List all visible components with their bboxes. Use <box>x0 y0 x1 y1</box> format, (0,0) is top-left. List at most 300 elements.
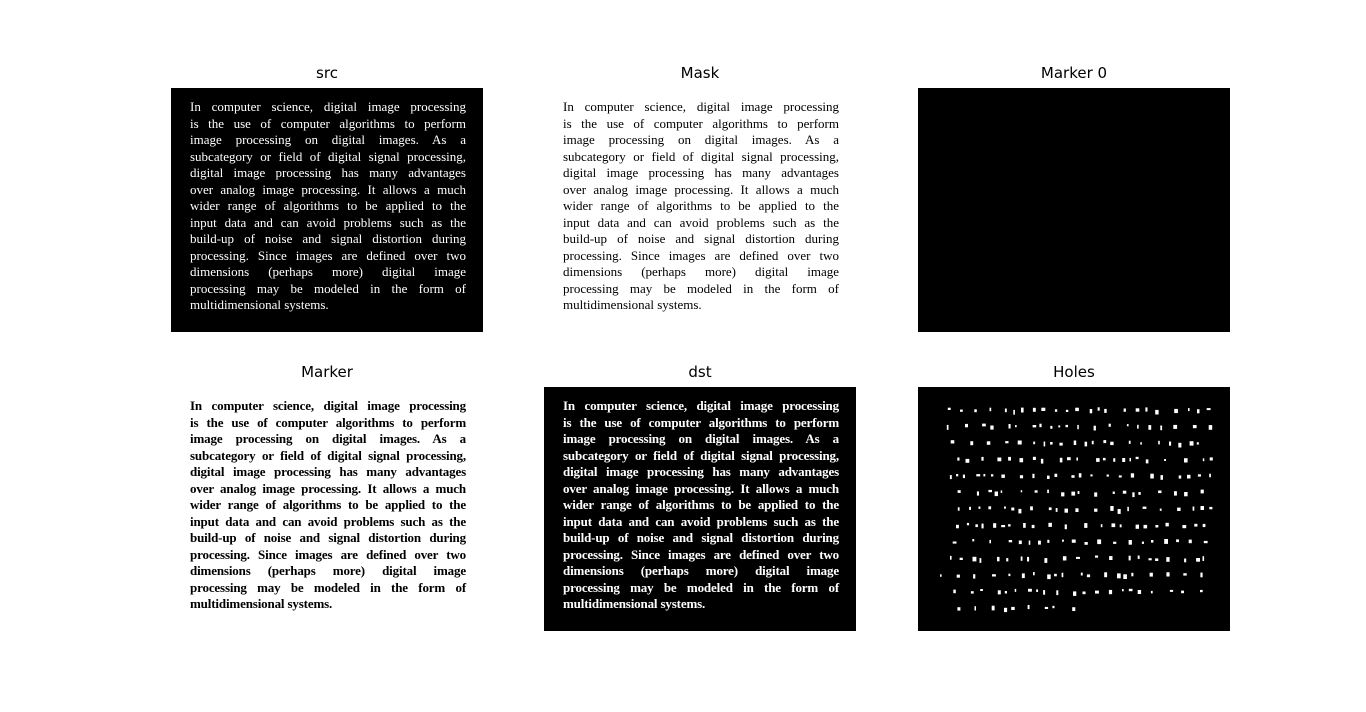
text-line: processing. Since images are defined over two <box>190 546 466 562</box>
hole-speck <box>1140 442 1142 444</box>
hole-speck <box>989 540 991 543</box>
hole-speck <box>1032 525 1035 528</box>
hole-speck <box>1138 556 1140 560</box>
hole-speck <box>1103 458 1106 461</box>
text-line: is the use of computer algorithms to perform <box>563 414 839 430</box>
text-line: over analog image processing. It allows a much <box>563 181 839 197</box>
hole-speck <box>975 524 978 527</box>
hole-speck <box>1087 574 1090 577</box>
hole-speck <box>1104 409 1107 413</box>
hole-speck <box>1188 408 1190 411</box>
hole-speck <box>1110 506 1113 511</box>
hole-speck <box>965 424 968 427</box>
hole-speck <box>1209 507 1212 509</box>
hole-speck <box>1164 539 1168 544</box>
text-line: In computer science, digital image processing <box>563 398 839 413</box>
hole-speck <box>972 539 974 541</box>
hole-speck <box>1021 490 1023 492</box>
hole-speck <box>1073 591 1076 596</box>
hole-speck <box>988 490 992 492</box>
hole-speck <box>1036 589 1038 592</box>
hole-speck <box>947 425 949 430</box>
hole-speck <box>1028 589 1032 592</box>
hole-speck <box>1103 440 1106 443</box>
hole-speck <box>1193 507 1195 511</box>
hole-speck <box>992 574 996 576</box>
mask-text <box>563 99 839 314</box>
hole-speck <box>948 408 951 410</box>
hole-speck <box>1092 441 1094 445</box>
hole-speck <box>1009 424 1011 429</box>
hole-speck <box>1009 540 1012 542</box>
hole-speck <box>1094 426 1096 431</box>
text-line: processing may be modeled in the form of <box>563 579 839 595</box>
hole-speck <box>1136 408 1140 411</box>
hole-speck <box>1129 589 1133 591</box>
hole-speck <box>1074 441 1077 446</box>
hole-speck <box>1023 523 1026 528</box>
hole-speck <box>1054 574 1057 577</box>
text-line: input data and can avoid problems such as the <box>190 513 466 529</box>
hole-speck <box>958 490 961 493</box>
holes-image <box>918 387 1230 631</box>
hole-speck <box>1119 475 1122 477</box>
hole-speck <box>1076 458 1078 461</box>
hole-speck <box>1146 459 1149 463</box>
hole-speck <box>1056 508 1058 512</box>
hole-speck <box>1155 525 1158 528</box>
text-line: is the use of computer algorithms to perform <box>563 115 839 131</box>
hole-speck <box>1094 492 1097 496</box>
panel-marker <box>171 363 483 631</box>
hole-speck <box>988 506 991 509</box>
hole-speck <box>977 491 979 495</box>
text-line: digital image processing has many advantages <box>563 165 839 180</box>
hole-speck <box>1183 573 1186 575</box>
hole-speck <box>1184 559 1186 563</box>
hole-speck <box>1039 424 1041 428</box>
hole-speck <box>1072 607 1075 611</box>
hole-speck <box>1129 556 1131 561</box>
hole-speck <box>1033 457 1036 460</box>
text-line: build-up of noise and signal distortion during <box>190 530 466 545</box>
hole-speck <box>1117 573 1121 578</box>
text-line: dimensions (perhaps more) digital image <box>563 563 839 578</box>
hole-speck <box>1101 524 1103 527</box>
hole-speck <box>1050 426 1052 429</box>
text-line: digital image processing has many advantages <box>563 464 839 479</box>
panel-title-src: src <box>316 64 338 82</box>
hole-speck <box>1130 458 1132 462</box>
hole-speck <box>966 459 970 463</box>
hole-speck <box>1178 443 1181 448</box>
text-line: subcategory or field of digital signal processing, <box>563 447 839 463</box>
panel-title-marker-0: Marker 0 <box>1040 64 1108 82</box>
hole-speck <box>967 523 969 525</box>
hole-speck <box>983 474 985 476</box>
hole-speck <box>1193 425 1197 428</box>
hole-speck <box>1113 542 1116 544</box>
hole-speck <box>1047 490 1049 494</box>
hole-speck <box>956 525 959 529</box>
src-text <box>190 99 466 314</box>
hole-speck <box>1011 607 1015 610</box>
hole-speck <box>1011 508 1014 511</box>
text-line: dimensions (perhaps more) digital image <box>190 264 466 279</box>
hole-speck <box>1109 424 1111 427</box>
text-line: subcategory or field of digital signal processing, <box>190 148 466 164</box>
hole-speck <box>1169 442 1171 446</box>
hole-speck <box>1207 408 1211 410</box>
hole-speck <box>1143 507 1147 509</box>
hole-speck <box>1060 458 1063 463</box>
panel-mask <box>544 64 856 332</box>
hole-speck <box>1096 458 1100 462</box>
hole-speck <box>1151 540 1153 543</box>
hole-speck <box>1203 524 1206 527</box>
hole-speck <box>1198 474 1201 476</box>
hole-speck <box>1174 409 1178 413</box>
text-line: multidimensional systems. <box>563 596 706 611</box>
hole-speck <box>1029 541 1031 545</box>
hole-speck <box>956 474 958 476</box>
hole-speck <box>1160 426 1162 431</box>
text-line: processing may be modeled in the form of <box>190 280 466 296</box>
hole-speck <box>1112 523 1116 527</box>
hole-speck <box>970 441 973 445</box>
hole-speck <box>1184 492 1188 496</box>
hole-speck <box>1123 574 1127 579</box>
hole-speck <box>1181 591 1184 594</box>
hole-speck <box>982 424 986 427</box>
hole-speck <box>1104 572 1107 577</box>
hole-speck <box>1184 458 1188 462</box>
hole-speck <box>1044 442 1046 447</box>
text-line: processing. Since images are defined over two <box>563 546 839 562</box>
hole-speck <box>1001 475 1005 478</box>
hole-speck <box>1123 491 1127 494</box>
text-line: In computer science, digital image processing <box>190 398 466 413</box>
mask-image <box>544 88 856 332</box>
hole-speck <box>1090 409 1093 413</box>
hole-speck <box>1063 556 1067 560</box>
hole-speck <box>997 557 1000 561</box>
text-line: image processing on digital images. As a <box>190 132 466 147</box>
hole-speck <box>1056 590 1058 595</box>
hole-speck <box>1095 556 1098 558</box>
hole-speck <box>1210 457 1213 460</box>
hole-speck <box>1072 540 1076 543</box>
hole-speck <box>1033 425 1037 427</box>
hole-speck <box>980 558 982 563</box>
hole-speck <box>1107 475 1109 477</box>
panel-holes <box>918 363 1230 631</box>
hole-speck <box>1166 572 1169 576</box>
hole-speck <box>1015 589 1017 592</box>
hole-speck <box>1076 557 1080 559</box>
hole-speck <box>1049 507 1052 510</box>
hole-speck <box>1006 558 1008 561</box>
hole-speck <box>987 441 991 445</box>
hole-speck <box>1161 475 1164 480</box>
hole-speck <box>1075 508 1078 512</box>
hole-speck <box>953 590 956 594</box>
hole-speck <box>1019 541 1022 545</box>
text-line: build-up of noise and signal distortion during <box>563 231 839 246</box>
hole-speck <box>1127 424 1129 426</box>
hole-speck <box>1160 509 1162 511</box>
text-line: In computer science, digital image processing <box>563 99 839 114</box>
hole-speck <box>1047 540 1049 543</box>
hole-speck <box>1020 475 1023 478</box>
hole-speck <box>957 607 960 610</box>
hole-speck <box>1187 475 1191 479</box>
hole-speck <box>1158 441 1160 445</box>
hole-speck <box>1177 508 1181 511</box>
hole-speck <box>1055 409 1057 412</box>
text-line: processing may be modeled in the form of <box>190 579 466 595</box>
hole-speck <box>1059 443 1062 446</box>
hole-speck <box>1065 524 1067 529</box>
text-line: digital image processing has many advantages <box>190 464 466 479</box>
hole-speck <box>1150 573 1153 577</box>
hole-speck <box>973 574 975 578</box>
hole-speck <box>1190 441 1194 445</box>
text-line: over analog image processing. It allows a much <box>190 181 466 197</box>
hole-speck <box>953 542 957 544</box>
text-line: wider range of algorithms to be applied to the <box>563 198 839 213</box>
hole-speck <box>1197 442 1199 444</box>
hole-speck <box>950 556 952 560</box>
hole-speck <box>1209 425 1213 430</box>
hole-speck <box>1078 491 1080 494</box>
hole-speck <box>969 507 971 510</box>
text-line: subcategory or field of digital signal processing, <box>190 447 466 463</box>
hole-speck <box>1048 523 1052 527</box>
hole-speck <box>1110 442 1113 445</box>
text-line: wider range of algorithms to be applied to the <box>563 497 839 512</box>
hole-speck <box>1045 607 1048 609</box>
hole-speck <box>1179 475 1182 478</box>
hole-speck <box>1041 408 1045 411</box>
hole-speck <box>1173 425 1177 429</box>
hole-speck <box>1030 506 1033 510</box>
hole-speck <box>1035 490 1038 492</box>
hole-speck <box>1077 425 1079 429</box>
hole-speck <box>1022 573 1025 578</box>
hole-speck <box>1071 475 1074 478</box>
hole-speck <box>1127 507 1129 511</box>
hole-speck <box>1151 591 1153 594</box>
hole-speck <box>950 475 952 479</box>
hole-speck <box>1131 473 1134 477</box>
hole-speck <box>1174 491 1177 495</box>
hole-speck <box>1197 409 1200 413</box>
hole-speck <box>1021 557 1023 561</box>
hole-speck <box>1008 574 1010 576</box>
hole-speck <box>1155 558 1158 561</box>
hole-speck <box>1149 558 1152 560</box>
hole-speck <box>1084 523 1087 528</box>
hole-speck <box>1094 509 1097 512</box>
text-line: In computer science, digital image processing <box>190 99 466 114</box>
hole-speck <box>1020 458 1024 462</box>
hole-speck <box>1132 492 1134 497</box>
hole-speck <box>1131 573 1133 577</box>
hole-speck <box>974 409 977 412</box>
text-line: multidimensional systems. <box>190 596 333 611</box>
hole-speck <box>995 492 998 497</box>
hole-speck <box>1120 524 1122 527</box>
hole-speck <box>1189 540 1192 544</box>
hole-speck <box>1144 525 1148 529</box>
hole-speck <box>1148 425 1151 430</box>
marker-0-image <box>918 88 1230 332</box>
marker-image <box>171 387 483 631</box>
hole-speck <box>1081 573 1083 576</box>
hole-speck <box>1018 509 1021 514</box>
hole-speck <box>1066 410 1068 412</box>
hole-speck <box>1052 606 1054 608</box>
hole-speck <box>1136 525 1139 529</box>
hole-speck <box>963 475 965 479</box>
hole-speck <box>1204 541 1208 543</box>
hole-speck <box>1050 442 1053 445</box>
text-line: multidimensional systems. <box>563 297 702 312</box>
text-line: processing. Since images are defined over two <box>190 247 466 263</box>
hole-speck <box>1122 458 1125 462</box>
hole-speck <box>1098 407 1100 410</box>
hole-speck <box>998 590 1001 594</box>
text-line: over analog image processing. It allows a much <box>563 480 839 496</box>
hole-speck <box>992 606 995 611</box>
hole-speck <box>1209 474 1211 478</box>
hole-speck <box>1124 409 1126 412</box>
hole-speck <box>1001 525 1005 527</box>
hole-speck <box>1047 476 1050 479</box>
hole-speck <box>1113 458 1115 462</box>
hole-speck <box>1062 573 1064 578</box>
hole-speck <box>991 474 993 476</box>
hole-speck <box>1109 556 1112 560</box>
hole-speck <box>1150 474 1154 479</box>
hole-speck <box>1043 590 1045 595</box>
hole-speck <box>1005 409 1007 413</box>
hole-speck <box>1176 539 1179 542</box>
hole-speck <box>1182 525 1186 528</box>
panel-title-dst: dst <box>688 363 712 381</box>
hole-speck <box>993 523 996 528</box>
hole-speck <box>1155 410 1158 415</box>
hole-speck <box>990 408 992 412</box>
panel-title-mask: Mask <box>680 64 720 82</box>
text-line: is the use of computer algorithms to perform <box>190 414 466 430</box>
hole-speck <box>1038 541 1041 545</box>
hole-speck <box>1032 474 1034 478</box>
hole-speck <box>1008 524 1011 526</box>
hole-speck <box>1079 473 1082 477</box>
hole-speck <box>990 426 993 430</box>
hole-speck <box>1033 408 1036 412</box>
hole-speck <box>1018 441 1022 445</box>
hole-speck <box>981 457 983 461</box>
hole-speck <box>1085 442 1088 447</box>
hole-speck <box>960 558 963 560</box>
hole-speck <box>973 557 977 562</box>
hole-speck <box>1138 492 1140 495</box>
hole-speck <box>1021 408 1024 413</box>
hole-speck <box>1129 540 1132 545</box>
hole-speck <box>1158 491 1161 494</box>
text-line: dimensions (perhaps more) digital image <box>563 264 839 279</box>
text-line: build-up of noise and signal distortion during <box>190 231 466 246</box>
hole-speck <box>940 574 942 577</box>
hole-speck <box>1166 557 1169 562</box>
hole-speck <box>982 524 984 529</box>
hole-speck <box>1090 474 1092 476</box>
hole-speck <box>1203 556 1205 561</box>
text-line: wider range of algorithms to be applied to the <box>190 497 466 512</box>
hole-speck <box>1067 457 1071 460</box>
hole-speck <box>957 458 959 461</box>
text-line: input data and can avoid problems such as the <box>190 214 466 230</box>
text-line: multidimensional systems. <box>190 297 329 312</box>
hole-speck <box>1095 591 1099 594</box>
text-line: processing. Since images are defined over two <box>563 247 839 263</box>
hole-speck <box>971 591 974 593</box>
hole-speck <box>1004 507 1006 509</box>
hole-speck <box>1027 557 1029 562</box>
hole-speck <box>1113 492 1115 495</box>
hole-speck <box>1033 572 1035 575</box>
panel-marker-0 <box>918 64 1230 332</box>
hole-speck <box>976 474 980 476</box>
panel-src <box>171 64 483 332</box>
text-line: image processing on digital images. As a <box>563 132 839 147</box>
hole-speck <box>1062 540 1064 542</box>
src-image <box>171 88 483 332</box>
panel-title-holes: Holes <box>1053 363 1095 381</box>
hole-speck <box>958 507 960 510</box>
hole-speck <box>1201 490 1204 494</box>
hole-speck <box>951 440 955 443</box>
hole-speck <box>975 606 977 610</box>
hole-speck <box>1058 425 1060 427</box>
text-line: build-up of noise and signal distortion during <box>563 530 839 545</box>
hole-speck <box>1004 608 1007 612</box>
hole-speck <box>1201 506 1205 510</box>
text-line: input data and can avoid problems such as the <box>563 513 839 529</box>
hole-speck <box>1066 425 1069 427</box>
hole-speck <box>1055 474 1058 477</box>
hole-speck <box>1136 457 1139 459</box>
hole-speck <box>1203 458 1205 461</box>
hole-speck <box>1083 592 1086 595</box>
holes-dots <box>918 387 1230 631</box>
hole-speck <box>1061 492 1064 496</box>
hole-speck <box>1075 408 1079 411</box>
hole-speck <box>960 410 963 412</box>
hole-speck <box>1137 425 1139 429</box>
hole-speck <box>1041 459 1043 464</box>
hole-speck <box>1005 591 1007 594</box>
hole-speck <box>979 507 981 509</box>
hole-speck <box>1142 542 1144 544</box>
text-line: wider range of algorithms to be applied to the <box>190 198 466 213</box>
hole-speck <box>1071 492 1075 496</box>
hole-speck <box>1005 441 1008 443</box>
hole-speck <box>997 458 1001 462</box>
